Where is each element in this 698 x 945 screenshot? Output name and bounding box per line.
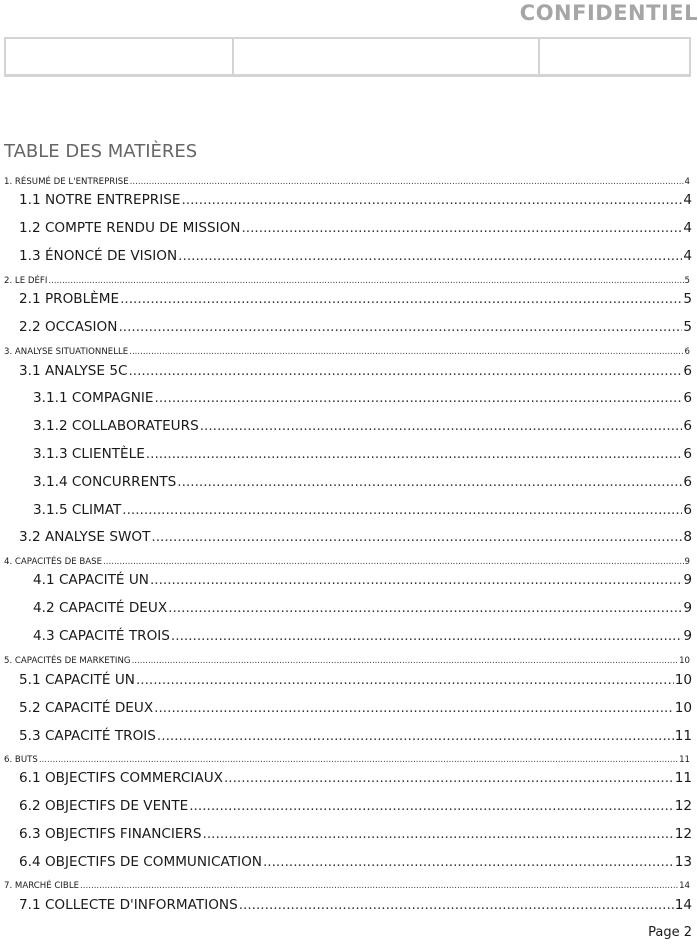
toc-entry[interactable] [33, 502, 692, 519]
toc-leader [122, 502, 682, 519]
toc-entry-page: 9 [683, 628, 692, 644]
toc-entry-page: 12 [674, 798, 692, 814]
toc-leader [120, 291, 682, 308]
toc-entry[interactable] [19, 700, 692, 717]
toc-entry[interactable] [33, 628, 692, 645]
toc-entry[interactable] [4, 881, 690, 892]
toc-entry[interactable] [19, 319, 692, 336]
toc-entry-label: 2.1 PROBLÈME [19, 291, 120, 307]
toc-entry-label: 3.1.5 CLIMAT [33, 502, 122, 518]
toc-entry-label: 3.1.1 COMPAGNIE [33, 390, 154, 406]
confidential-banner: CONFIDENTIEL [519, 1, 698, 25]
toc-leader [136, 672, 674, 689]
toc-entry[interactable] [19, 192, 692, 209]
toc-leader [129, 347, 683, 358]
toc-entry-label: 4. CAPACITÉS DE BASE [4, 557, 103, 567]
toc-entry[interactable] [19, 826, 692, 843]
toc-leader [155, 390, 683, 407]
toc-entry-label: 7.1 COLLECTE D'INFORMATIONS [19, 897, 238, 913]
header-cell [234, 39, 540, 74]
toc-leader [132, 656, 679, 667]
toc-entry-page: 6 [683, 363, 692, 379]
toc-entry-page: 6 [683, 502, 692, 518]
toc-entry[interactable] [19, 248, 692, 265]
toc-entry-page: 8 [683, 529, 692, 545]
toc-leader [263, 854, 674, 871]
toc-entry-label: 1. RÉSUMÉ DE L'ENTREPRISE [4, 177, 129, 187]
toc-leader [224, 770, 674, 787]
toc-entry-page: 5 [684, 276, 690, 286]
toc-leader [150, 572, 682, 589]
toc-entry[interactable] [4, 656, 690, 667]
toc-entry-page: 6 [684, 347, 690, 357]
toc-entry[interactable] [19, 770, 692, 787]
toc-entry-label: 1.3 ÉNONCÉ DE VISION [19, 248, 178, 264]
toc-entry-page: 5 [683, 319, 692, 335]
toc-entry[interactable] [4, 276, 690, 287]
toc-leader [157, 728, 674, 745]
toc-entry-page: 6 [683, 418, 692, 434]
toc-entry-label: 5. CAPACITÉS DE MARKETING [4, 656, 131, 666]
toc-entry[interactable] [33, 600, 692, 617]
toc-entry-page: 9 [683, 572, 692, 588]
toc-entry[interactable] [19, 529, 692, 546]
toc-entry-label: 7. MARCHÉ CIBLE [4, 881, 80, 891]
toc-entry[interactable] [33, 418, 692, 435]
toc-entry-page: 10 [679, 656, 690, 666]
header-cell [540, 39, 689, 74]
toc-entry-page: 4 [683, 248, 692, 264]
toc-entry-page: 9 [683, 600, 692, 616]
toc-entry-page: 11 [674, 728, 692, 744]
toc-entry-page: 11 [679, 755, 690, 765]
toc-leader [241, 220, 682, 237]
toc-entry-label: 4.3 CAPACITÉ TROIS [33, 628, 170, 644]
toc-entry-page: 4 [684, 177, 690, 187]
toc-title: TABLE DES MATIÈRES [4, 141, 198, 162]
toc-entry-label: 3.2 ANALYSE SWOT [19, 529, 151, 545]
toc-entry-page: 6 [683, 446, 692, 462]
toc-entry-page: 14 [679, 881, 690, 891]
toc-entry[interactable] [19, 728, 692, 745]
toc-leader [128, 363, 682, 380]
toc-entry-label: 3.1 ANALYSE 5C [19, 363, 128, 379]
toc-leader [103, 557, 684, 568]
toc-entry-label: 5.1 CAPACITÉ UN [19, 672, 135, 688]
toc-entry-label: 3.1.3 CLIENTÈLE [33, 446, 145, 462]
toc-entry[interactable] [19, 854, 692, 871]
toc-entry-page: 10 [674, 700, 692, 716]
toc-entry[interactable] [19, 363, 692, 380]
toc-entry-label: 3.1.2 COLLABORATEURS [33, 418, 199, 434]
toc-leader [177, 474, 682, 491]
toc-entry-page: 10 [674, 672, 692, 688]
toc-entry-label: 1.1 NOTRE ENTREPRISE [19, 192, 181, 208]
toc-entry[interactable] [4, 557, 690, 568]
toc-entry-label: 6.3 OBJECTIFS FINANCIERS [19, 826, 202, 842]
toc-entry[interactable] [19, 291, 692, 308]
toc-leader [39, 755, 678, 766]
toc-entry-label: 4.2 CAPACITÉ DEUX [33, 600, 168, 616]
toc-entry-page: 12 [674, 826, 692, 842]
toc-entry-label: 2. LE DÉFI [4, 276, 48, 286]
toc-entry-label: 5.3 CAPACITÉ TROIS [19, 728, 156, 744]
toc-leader [146, 446, 683, 463]
toc-entry-label: 6. BUTS [4, 755, 38, 765]
toc-leader [203, 826, 674, 843]
toc-entry[interactable] [33, 390, 692, 407]
toc-leader [189, 798, 673, 815]
toc-leader [48, 276, 683, 287]
toc-leader [118, 319, 682, 336]
page-number: Page 2 [648, 925, 692, 940]
toc-entry-label: 5.2 CAPACITÉ DEUX [19, 700, 154, 716]
toc-entry[interactable] [4, 177, 690, 188]
toc-leader [181, 192, 682, 209]
toc-entry-page: 9 [684, 557, 690, 567]
toc-leader [80, 881, 678, 892]
toc-entry[interactable] [33, 446, 692, 463]
toc-entry-page: 6 [683, 390, 692, 406]
toc-entry-page: 4 [683, 192, 692, 208]
toc-leader [239, 897, 674, 914]
toc-leader [168, 600, 682, 617]
toc-leader [151, 529, 682, 546]
toc-entry-label: 3.1.4 CONCURRENTS [33, 474, 177, 490]
toc-leader [200, 418, 683, 435]
toc-leader [130, 177, 684, 188]
toc-entry-label: 6.2 OBJECTIFS DE VENTE [19, 798, 189, 814]
toc-entry[interactable] [19, 672, 692, 689]
toc-entry-label: 6.4 OBJECTIFS DE COMMUNICATION [19, 854, 262, 870]
toc-entry-page: 13 [674, 854, 692, 870]
toc-entry-label: 4.1 CAPACITÉ UN [33, 572, 149, 588]
toc-entry-page: 6 [683, 474, 692, 490]
toc-leader [178, 248, 682, 265]
toc-entry[interactable] [19, 897, 692, 914]
toc-entry[interactable] [19, 798, 692, 815]
toc-entry-page: 5 [683, 291, 692, 307]
toc-entry[interactable] [4, 347, 690, 358]
toc-entry-label: 2.2 OCCASION [19, 319, 118, 335]
toc-entry-label: 3. ANALYSE SITUATIONNELLE [4, 347, 129, 357]
toc-entry-label: 6.1 OBJECTIFS COMMERCIAUX [19, 770, 223, 786]
header-table [4, 37, 691, 77]
toc-entry-page: 14 [674, 897, 692, 913]
toc-entry-label: 1.2 COMPTE RENDU DE MISSION [19, 220, 241, 236]
toc-entry[interactable] [33, 474, 692, 491]
header-cell [6, 39, 234, 74]
toc-entry-page: 11 [674, 770, 692, 786]
toc-entry-page: 4 [683, 220, 692, 236]
toc-leader [171, 628, 682, 645]
toc-entry[interactable] [4, 755, 690, 766]
toc-entry[interactable] [33, 572, 692, 589]
toc-leader [154, 700, 674, 717]
toc-entry[interactable] [19, 220, 692, 237]
